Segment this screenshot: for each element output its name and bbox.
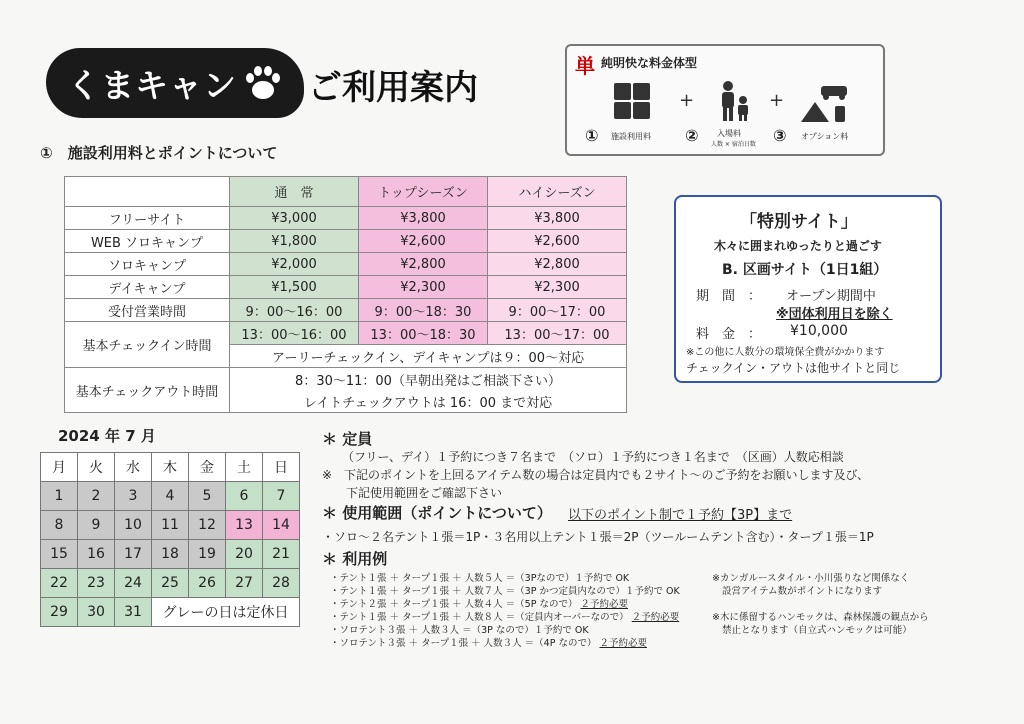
calendar-day: 1 bbox=[41, 482, 78, 511]
fee-table bbox=[64, 176, 627, 413]
calendar-day: 21 bbox=[263, 540, 300, 569]
calendar-legend: グレーの日は定休日 bbox=[152, 598, 300, 627]
row-label: 基本チェックイン時間 bbox=[65, 322, 230, 368]
brand-name: くまキャン bbox=[67, 65, 237, 105]
table-cell: レイトチェックアウトは 16：00 まで対応 bbox=[230, 390, 627, 413]
calendar-day: 6 bbox=[226, 482, 263, 511]
special-title: 「特別サイト」 bbox=[740, 212, 858, 232]
paw-icon bbox=[243, 64, 283, 102]
example-item: ・テント１張 ＋ タープ１張 ＋ 人数５人 ＝（3Pなので）１予約で OK bbox=[330, 573, 630, 584]
calendar-day: 5 bbox=[189, 482, 226, 511]
row-label: ソロキャンプ bbox=[65, 253, 230, 276]
example-note: ※木に係留するハンモックは、森林保護の観点から bbox=[712, 612, 929, 623]
row-label: WEB ソロキャンプ bbox=[65, 230, 230, 253]
table-cell: 8：30～11：00（早朝出発はご相談下さい） bbox=[230, 368, 627, 391]
calendar-day: 29 bbox=[41, 598, 78, 627]
page-title: ご利用案内 bbox=[308, 68, 478, 108]
calendar-day: 28 bbox=[263, 569, 300, 598]
table-cell: ¥2,000 bbox=[230, 253, 359, 276]
special-note: チェックイン・アウトは他サイトと同じ bbox=[686, 361, 901, 375]
row-label: デイキャンプ bbox=[65, 276, 230, 299]
capacity-text: （フリー、デイ）１予約につき７名まで （ソロ）１予約につき１名まで （区画）人数応相談 bbox=[342, 450, 844, 464]
calendar-day: 12 bbox=[189, 511, 226, 540]
item-label: オプション料 bbox=[801, 132, 849, 141]
table-row bbox=[65, 322, 627, 345]
table-row bbox=[65, 299, 627, 322]
example-item: ・テント１張 ＋ タープ１張 ＋ 人数７人 ＝（3P かつ定員内なので）１予約で OK bbox=[330, 586, 680, 597]
special-note: ※この他に人数分の環境保全費がかかります bbox=[686, 347, 885, 358]
example-item: ・ソロテント３張 ＋ タープ１張 ＋ 人数３人 ＝（4P なので） ２予約必要 bbox=[330, 638, 647, 649]
table-cell: ¥3,000 bbox=[230, 207, 359, 230]
table-corner bbox=[65, 177, 230, 207]
table-cell: ¥3,800 bbox=[488, 207, 627, 230]
table-cell: 13：00～17：00 bbox=[488, 322, 627, 345]
calendar-day: 2 bbox=[78, 482, 115, 511]
calendar-day: 8 bbox=[41, 511, 78, 540]
calendar-day: 15 bbox=[41, 540, 78, 569]
table-cell: ¥2,800 bbox=[359, 253, 488, 276]
weekday-header: 水 bbox=[115, 453, 152, 482]
table-cell: ¥1,800 bbox=[230, 230, 359, 253]
table-cell: ¥3,800 bbox=[359, 207, 488, 230]
tan-character: 単 bbox=[575, 54, 595, 78]
table-row bbox=[65, 368, 627, 391]
table-cell: ¥2,600 bbox=[488, 230, 627, 253]
pricing-system-title: 純明快な料金体型 bbox=[601, 56, 698, 70]
example-note: 禁止となります（自立式ハンモックは可能） bbox=[722, 625, 912, 636]
fee-value: ¥10,000 bbox=[790, 323, 848, 339]
capacity-text: 下記使用範囲をご確認下さい bbox=[346, 486, 503, 500]
table-cell: アーリーチェックイン、デイキャンプは９：00～対応 bbox=[230, 345, 627, 368]
table-row bbox=[65, 276, 627, 299]
examples-heading: ＊ 利用例 bbox=[322, 550, 388, 568]
table-cell: 9：00～16：00 bbox=[230, 299, 359, 322]
example-note: 設営アイテム数がポイントになります bbox=[722, 586, 883, 597]
item-label: 施設利用料 bbox=[611, 132, 651, 141]
calendar-day: 27 bbox=[226, 569, 263, 598]
item-sublabel: 人数 × 宿泊日数 bbox=[711, 141, 756, 148]
table-row bbox=[65, 230, 627, 253]
capacity-text: ※ 下記のポイントを上回るアイテム数の場合は定員内でも２サイト～のご予約をお願いします及び、 bbox=[322, 468, 870, 482]
car-tent-icon bbox=[799, 84, 855, 124]
table-cell: ¥2,300 bbox=[359, 276, 488, 299]
example-item: ・ソロテント３張 ＋ 人数３人 ＝（3P なので）１予約で OK bbox=[330, 625, 589, 636]
calendar-day: 25 bbox=[152, 569, 189, 598]
weekday-header: 金 bbox=[189, 453, 226, 482]
calendar-day: 14 bbox=[263, 511, 300, 540]
weekday-header: 土 bbox=[226, 453, 263, 482]
pricing-system-box bbox=[565, 44, 885, 156]
usage-text: ・ソロ～２名テント１張＝1P・３名用以上テント１張＝2P（ツールームテント含む）・タープ１張＝1P bbox=[322, 530, 874, 544]
calendar-day: 11 bbox=[152, 511, 189, 540]
calendar-day: 30 bbox=[78, 598, 115, 627]
calendar-day: 31 bbox=[115, 598, 152, 627]
column-header: トップシーズン bbox=[359, 177, 488, 207]
table-row bbox=[65, 207, 627, 230]
table-cell: 13：00～18：30 bbox=[359, 322, 488, 345]
calendar-day: 4 bbox=[152, 482, 189, 511]
usage-rule: 以下のポイント制で１予約【3P】まで bbox=[568, 508, 793, 523]
table-cell: ¥1,500 bbox=[230, 276, 359, 299]
plus-sign: + bbox=[679, 90, 695, 111]
item-number: ② bbox=[685, 126, 699, 145]
example-note: ※カンガルースタイル・小川張りなど関係なく bbox=[712, 573, 910, 584]
example-item: ・テント１張 ＋ タープ１張 ＋ 人数８人 ＝（定員内オーバーなので） ２予約必要 bbox=[330, 612, 680, 623]
period-value: オープン期間中 bbox=[786, 289, 876, 304]
weekday-header: 木 bbox=[152, 453, 189, 482]
calendar-day: 7 bbox=[263, 482, 300, 511]
calendar-day: 10 bbox=[115, 511, 152, 540]
calendar-day: 26 bbox=[189, 569, 226, 598]
calendar-day: 23 bbox=[78, 569, 115, 598]
special-subtitle: 木々に囲まれゆったりと過ごす bbox=[714, 239, 882, 253]
grid-icon bbox=[613, 82, 651, 120]
row-label: フリーサイト bbox=[65, 207, 230, 230]
table-cell: 13：00～16：00 bbox=[230, 322, 359, 345]
period-label: 期 間 ： bbox=[696, 289, 762, 304]
table-cell: 9：00～17：00 bbox=[488, 299, 627, 322]
people-icon bbox=[717, 80, 751, 122]
example-item: ・テント２張 ＋ タープ１張 ＋ 人数４人 ＝（5P なので） ２予約必要 bbox=[330, 599, 628, 610]
table-row bbox=[65, 253, 627, 276]
item-label: 入場料 bbox=[717, 129, 741, 138]
capacity-heading: ＊ 定員 bbox=[322, 430, 373, 448]
brand-logo bbox=[46, 48, 304, 118]
calendar-day: 22 bbox=[41, 569, 78, 598]
weekday-header: 火 bbox=[78, 453, 115, 482]
weekday-header: 日 bbox=[263, 453, 300, 482]
calendar bbox=[40, 452, 300, 627]
calendar-day: 20 bbox=[226, 540, 263, 569]
column-header: ハイシーズン bbox=[488, 177, 627, 207]
table-cell: ¥2,300 bbox=[488, 276, 627, 299]
calendar-day: 19 bbox=[189, 540, 226, 569]
weekday-header: 月 bbox=[41, 453, 78, 482]
section-heading: ① 施設利用料とポイントについて bbox=[40, 144, 278, 162]
column-header: 通 常 bbox=[230, 177, 359, 207]
row-label: 受付営業時間 bbox=[65, 299, 230, 322]
table-cell: 9：00～18：30 bbox=[359, 299, 488, 322]
calendar-day: 3 bbox=[115, 482, 152, 511]
period-note: ※団体利用日を除く bbox=[776, 307, 893, 322]
calendar-day: 13 bbox=[226, 511, 263, 540]
row-label: 基本チェックアウト時間 bbox=[65, 368, 230, 413]
fee-label: 料 金 ： bbox=[696, 327, 762, 342]
item-number: ① bbox=[585, 126, 599, 145]
plus-sign: + bbox=[769, 90, 785, 111]
calendar-day: 16 bbox=[78, 540, 115, 569]
calendar-day: 24 bbox=[115, 569, 152, 598]
table-cell: ¥2,600 bbox=[359, 230, 488, 253]
calendar-day: 9 bbox=[78, 511, 115, 540]
special-site-box bbox=[674, 195, 942, 383]
item-number: ③ bbox=[773, 126, 787, 145]
calendar-day: 18 bbox=[152, 540, 189, 569]
special-site-name: B. 区画サイト（1日1組） bbox=[722, 262, 888, 278]
calendar-day: 17 bbox=[115, 540, 152, 569]
usage-heading: ＊ 使用範囲（ポイントについて） bbox=[322, 504, 552, 522]
table-cell: ¥2,800 bbox=[488, 253, 627, 276]
calendar-title: 2024 年 7 月 bbox=[58, 427, 156, 445]
